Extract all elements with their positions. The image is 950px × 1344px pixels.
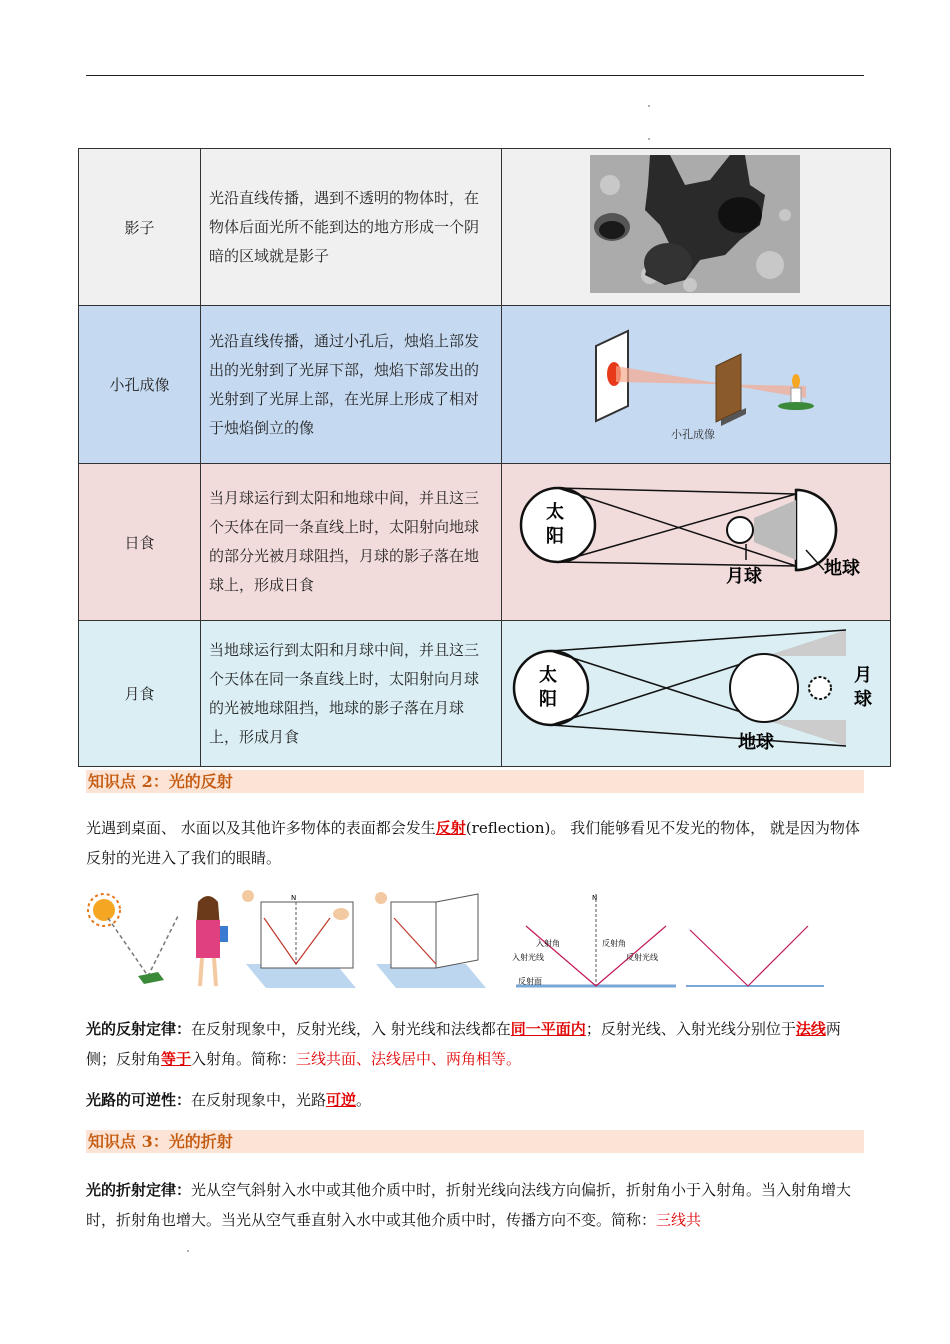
row-description: 光沿直线传播，通过小孔后，烛焰上部发出的光射到了光屏下部，烛焰下部发出的光射到了光屏上部，在光屏上形成了相对于烛焰倒立的像: [201, 306, 502, 464]
section-heading: 知识点 2：光的反射: [86, 770, 864, 793]
row-term: 日食: [79, 464, 201, 621]
row-term: 小孔成像: [79, 306, 201, 464]
stray-dot: [187, 1250, 189, 1252]
text-run: 入射角。简称：: [191, 1050, 297, 1068]
row-description: 当月球运行到太阳和地球中间，并且这三个天体在同一条直线上时，太阳射向地球的部分光被月球阻挡，月球的影子落在地球上，形成日食: [201, 464, 502, 621]
table-row: [79, 621, 891, 767]
sun-label: 太: [539, 665, 557, 686]
keyword: 等于: [161, 1050, 192, 1068]
figure-label: 入射角: [536, 939, 560, 948]
earth-label: 地球: [738, 732, 774, 753]
section-heading: 知识点 3：光的折射: [86, 1130, 864, 1153]
moon-label: 月球: [726, 565, 762, 587]
reversibility: [86, 1085, 866, 1115]
keyword: 可逆: [326, 1091, 357, 1109]
text-run: 在反射现象中，反射光线，入 射光线和法线都在: [191, 1020, 511, 1038]
earth-label: 地球: [824, 557, 860, 579]
pinhole-diagram: [502, 306, 891, 464]
lunar-eclipse-diagram: [502, 621, 891, 767]
svg-text:N: N: [291, 894, 297, 902]
table-row: [79, 149, 891, 306]
reflection-intro: [86, 813, 866, 873]
law-summary: 三线共: [656, 1211, 702, 1229]
figure-label: 反射角: [602, 939, 626, 948]
reflection-law: [86, 1014, 866, 1074]
text-run: 。: [356, 1091, 372, 1109]
sun-label: 阳: [546, 525, 564, 547]
refraction-law: [86, 1175, 866, 1235]
figure-label: 反射面: [518, 977, 542, 986]
table-row: [79, 306, 891, 464]
solar-eclipse-diagram: [502, 464, 891, 621]
normal-label: N: [592, 894, 598, 902]
keyword: 法线: [795, 1020, 826, 1038]
text-run: 光遇到桌面、 水面以及其他许多物体的表面都会发生: [86, 819, 436, 837]
row-term: 月食: [79, 621, 201, 767]
law-title: 光的反射定律：: [86, 1020, 192, 1038]
keyword: 反射: [435, 819, 466, 837]
row-term: 影子: [79, 149, 201, 306]
figure-label: 反射光线: [626, 953, 658, 962]
sun-label: 太: [546, 501, 564, 523]
keyword: 同一平面内: [510, 1020, 586, 1038]
sun-label: 阳: [539, 689, 557, 710]
phenomena-table: [78, 148, 891, 767]
row-description: 光沿直线传播，遇到不透明的物体时，在物体后面光所不能到达的地方形成一个阴暗的区域就是影子: [201, 149, 502, 306]
text-run: (reflection)。 我们能够看见不发光的物体， 就是因为物体反射的光进入了我们的眼睛。: [86, 819, 860, 867]
header-rule: [86, 75, 864, 76]
stray-dot: [648, 138, 650, 140]
pinhole-caption: 小孔成像: [671, 427, 715, 441]
table-row: [79, 464, 891, 621]
moon-label: 球: [854, 689, 872, 710]
reflection-figures: [86, 888, 826, 993]
law-title: 光路的可逆性：: [86, 1091, 192, 1109]
row-description: 当地球运行到太阳和月球中间，并且这三个天体在同一条直线上时，太阳射向月球的光被地球阻挡，地球的影子落在月球上，形成月食: [201, 621, 502, 767]
shadow-photo: [502, 149, 891, 306]
stray-dot: [648, 105, 650, 107]
law-summary: 三线共面、法线居中、两角相等。: [296, 1050, 522, 1068]
text-run: ；反射光线、入射光线分别位于: [585, 1020, 796, 1038]
text-run: 在反射现象中，光路: [191, 1091, 327, 1109]
moon-label: 月: [854, 665, 872, 686]
figure-label: 入射光线: [512, 953, 544, 962]
text-run: 光从空气斜射入水中或其他介质中时，折射光线向法线方向偏折，折射角小于入射角。当入射角增大时，折射角也增大。当光从空气垂直射入水中或其他介质中时，传播方向不变。简称：: [86, 1181, 852, 1229]
text-run: 两侧；反射角: [86, 1020, 841, 1068]
law-title: 光的折射定律：: [86, 1181, 192, 1199]
